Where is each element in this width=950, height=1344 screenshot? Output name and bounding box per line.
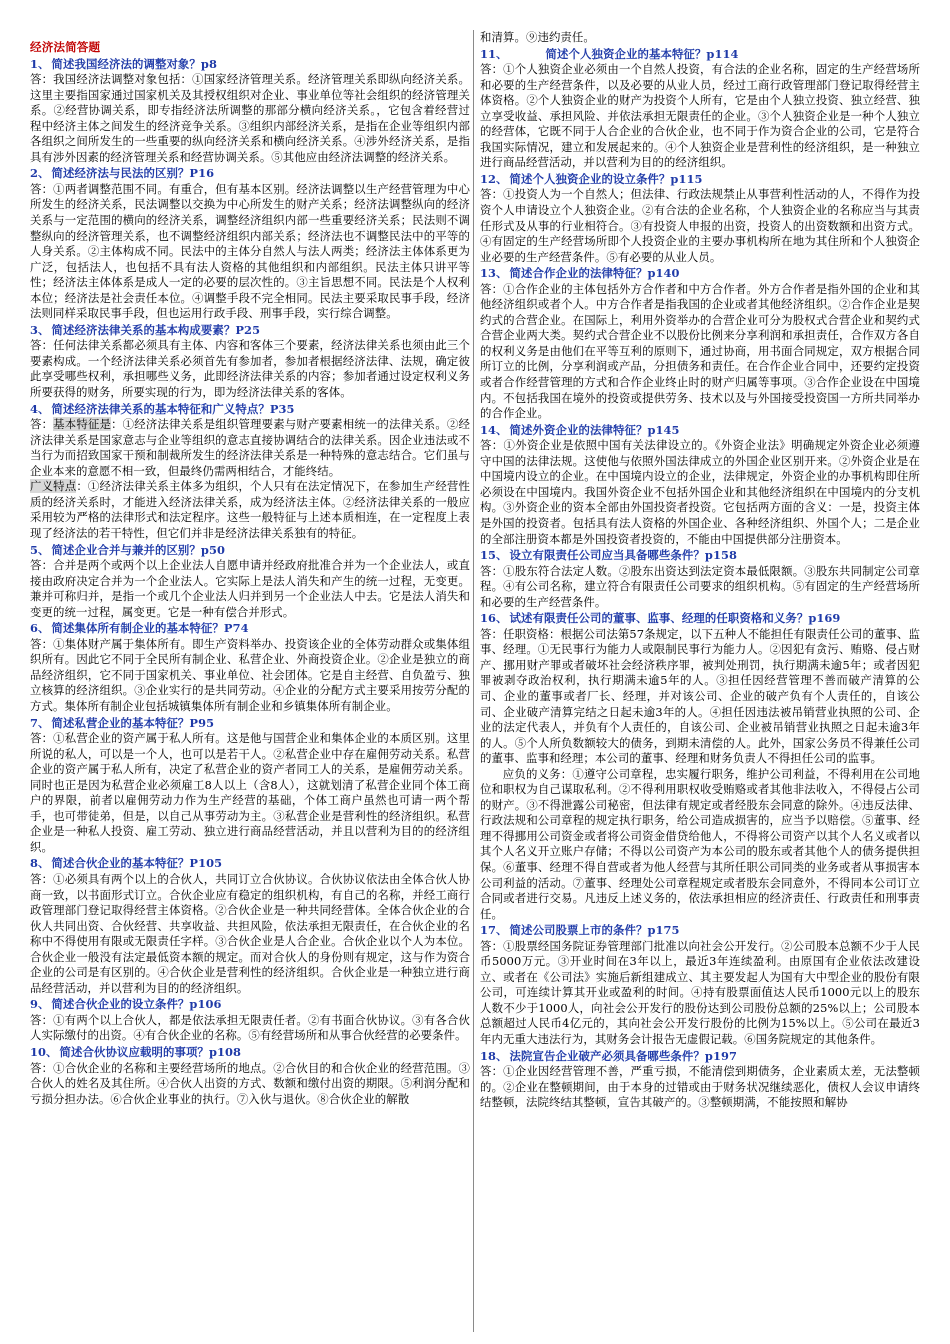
page-ref: p158 — [704, 548, 738, 563]
question-heading-3 — [30, 323, 470, 339]
answer-1: 答：我国经济法调整对象包括：①国家经济管理关系。经济管理关系即纵向经济关系。这里主要指国家通过国家机关及其授权组织对企业、事业单位等社会组织的经济管理关系。②经营协调关系，即专指经济法所调整的那部分横向经济关系。，它包含着经营过程中经济主体之间发生的经济竞争关系。③组织内部经济关系，是指在企业等组织内部各组织之间所发生的一些重要的纵向经济关系和横向经济关系。④涉外经济关系，是指具有涉外因素的经济管理关系和经营协调关系。⑤其他应由经济法调整的经济关系。 — [30, 72, 470, 164]
page-ref: P16 — [189, 166, 215, 181]
question-heading-17 — [480, 923, 920, 939]
question-heading-8 — [30, 856, 470, 872]
question-number: 18、 — [480, 1048, 508, 1063]
question-title: 简述公司股票上市的条件？ — [509, 923, 648, 938]
question-heading-1 — [30, 57, 470, 73]
question-number: 7、 — [30, 715, 50, 730]
answer-13: 答：①合作企业的主体包括外方合作者和中方合作者。外方合作者是指外国的企业和其他经济组织或者个人。中方合作者是指我国的企业或者其他经济组织。②合作企业是契约式的合营企业。在国际上，利用外资举办的合营企业可分为股权式合营企业和契约式合营企业两大类。契约式合营企业不以股份比例来分享利润和承担责任，合作双方各自的权利义务是由他们在平等互利的原则下，通过协商，用书面合同规定，双方根据合同所订立的比例，分享利润或产品，分担债务和责任。在合作企业合同中，还要约定投资或者合作经营管理的方式和合作企业终止时的财产归属等事项。③合作企业设在中国境内。不包括我国在境外的投资或提供劳务、技术以及与外国接受投资国一方所共同举办的合作企业。 — [480, 281, 920, 421]
question-number: 2、 — [30, 166, 50, 181]
question-title: 试述有限责任公司的董事、监事、经理的任职资格和义务？ — [509, 611, 809, 626]
question-heading-16 — [480, 611, 920, 627]
question-heading-11 — [480, 47, 920, 63]
answer-16-duties: 应负的义务：①遵守公司章程，忠实履行职务，维护公司利益，不得利用在公司地位和职权为自己谋取私利。②不得利用职权收受贿赂或者其他非法收入，不得侵占公司的财产。③不得泄露公司秘密，但法律有规定或者经股东会同意的除外。④违反法律、行政法规和公司章程的规定执行职务，给公司造成损害的，应当予以赔偿。⑤董事、经理不得挪用公司资金或者将公司资金借贷给他人，不得将公司资产以其个人名义或者以其个人名义开立账户存储；不得以公司资产为本公司的股东或者其他个人的债务提供担保。⑥董事、经理不得自营或者为他人经营与其所任职公司同类的业务或者从事损害本公司利益的活动。⑦董事、经理处公司章程规定或者股东会同意外，不得同本公司订立合同或者进行交易。凡违反上述义务的，依法承担相应的经济责任、行政责任和刑事责任。 — [480, 766, 920, 921]
answer-5: 答：合并是两个或两个以上企业法人自愿申请并经政府批准合并为一个企业法人，或直接由政府决定合并为一个企业法人。它实际上是法人消失和产生的统一过程，无变更。兼并可称归并，是指一个或几个企业法人归并到另一个企业法人中去。它是法人消失和变更的统一过程，属变更。它是一种有偿合并形式。 — [30, 558, 470, 619]
page-ref: P95 — [189, 715, 215, 730]
highlighted-label-basic: 基本特征是 — [53, 417, 112, 432]
question-heading-10 — [30, 1045, 470, 1061]
page-ref: p114 — [706, 46, 739, 61]
question-title: 简述私营企业的基本特征？ — [51, 715, 190, 730]
question-title: 简述经济法与民法的区别？ — [51, 166, 190, 181]
page-ref: p106 — [189, 997, 222, 1012]
question-title: 简述经济法律关系的基本特征和广义特点？ — [51, 401, 270, 416]
answer-4-extra-text: ：①经济法律关系主体多为组织，个人只有在法定情况下，在参加生产经营性质的经济关系时，才能进入经济法律关系，成为经济法主体。②经济法律关系的一般应采用较为严格的法律形式和法定程序。这些一般特征与上述本质相连，在一定程度上表现了经济法的若干特性，但它们并非是经济法律关系独有的特征。 — [30, 479, 470, 540]
page-ref: p197 — [704, 1048, 738, 1063]
question-heading-12 — [480, 172, 920, 188]
page-ref: p169 — [808, 611, 841, 626]
question-number: 14、 — [480, 422, 508, 437]
question-title: 简述个人独资企业的基本特征？ — [545, 46, 707, 61]
question-number: 4、 — [30, 401, 50, 416]
document-page — [30, 30, 920, 1332]
question-title: 简述合伙协议应载明的事项？ — [59, 1045, 209, 1059]
page-ref: p115 — [670, 171, 703, 186]
question-title: 简述我国经济法的调整对象？ — [51, 56, 201, 71]
answer-12: 答：①投资人为一个自然人；但法律、行政法规禁止从事营利性活动的人，不得作为投资个人申请设立个人独资企业。②有合法的企业名称，个人独资企业的名称应当与其责任形式及从事的行业相符合。③有投资人申报的出资，投资人的出资数额和出资方式。④有固定的生产经营场所即个人投资企业的主要办事机构所在地为其住所和个人独资企业必要的生产经营条件。⑤有必要的从业人员。 — [480, 187, 920, 264]
question-title: 设立有限责任公司应当具备哪些条件？ — [509, 548, 705, 563]
question-title: 简述合作企业的法律特征？ — [509, 266, 648, 281]
page-ref: p175 — [647, 923, 680, 938]
question-number: 6、 — [30, 621, 50, 636]
page-ref: P25 — [235, 322, 261, 337]
question-heading-7 — [30, 716, 470, 732]
answer-3: 答：任何法律关系都必须具有主体、内容和客体三个要素，经济法律关系也须由此三个要素构成。一个经济法律关系必须首先有参加者，参加者根据经济法律、法规，确定彼此享受哪些权利，承担哪些义务，此即经济法律关系的内容；参加者通过设定权利义务所要获得的财务，所要实现的行为，即为经济法律关系的客体。 — [30, 338, 470, 400]
question-title: 简述个人独资企业的设立条件？ — [509, 171, 671, 186]
question-heading-18 — [480, 1049, 920, 1065]
document-title: 经济法简答题 — [30, 40, 101, 54]
question-number: 8、 — [30, 856, 50, 871]
question-heading-14 — [480, 423, 920, 439]
left-column — [30, 30, 470, 1107]
answer-9: 答：①有两个以上合伙人，都是依法承担无限责任者。②有书面合伙协议。③有各合伙人实际缴付的出资。④有合伙企业的名称。⑤有经营场所和从事合伙经营的必要条件。 — [30, 1012, 470, 1043]
question-title: 简述集体所有制企业的基本特征？ — [51, 621, 224, 636]
question-title: 简述合伙企业的设立条件？ — [51, 997, 190, 1012]
page-ref: p8 — [200, 56, 218, 71]
question-number: 1、 — [30, 56, 50, 71]
answer-4-extra — [30, 479, 470, 541]
question-heading-13 — [480, 266, 920, 282]
answer-2: 答：①两者调整范围不同。有重合，但有基本区别。经济法调整以生产经营管理为中心所发生的经济关系，民法调整以交换为中心所发生的财产关系；经济法调整纵向的经济关系与一定范围的横向的经济关系，调整经济组织内部一些重要经济关系；民法则不调整纵向的经济管理关系，也不调整经济组织内部关系；经济法也不调整民法中的平等的人身关系。②主体构成不同。民法中的主体分自然人与法人两类；经济法主体体系更为广泛，包括法人，也包括不具有法人资格的其他组织和内部组织。民法主体只讲平等性；经济法主体体系是成人一定的必要的层次性的。③主旨思想不同。民法是个人权利本位；经济法是社会责任本位。④调整手段不完全相同。民法主要采取民事手段，经济法则同样采取民事手段，但也运用行政手段、刑事手段，实行综合调整。 — [30, 181, 470, 321]
question-title: 简述外资企业的法律特征？ — [509, 422, 648, 437]
question-heading-15 — [480, 548, 920, 564]
page-ref: p145 — [647, 422, 680, 437]
question-heading-9 — [30, 997, 470, 1013]
question-heading-6 — [30, 621, 470, 637]
answer-6: 答：①集体财产属于集体所有。即生产资料举办、投资该企业的全体劳动群众或集体组织所有。因此它不同于全民所有制企业、私营企业、外商投资企业。②企业是独立的商品经济组织，它不同于国家机关、事业单位、社会团体。它是自主经营、自负盈亏、独立核算的经济组织。③企业实行的是共同劳动。④企业的分配方式主要采用按劳分配的方式。集体所有制企业包括城镇集体所有制企业和乡镇集体所有制企业。 — [30, 636, 470, 713]
page-ref: P105 — [189, 856, 223, 871]
answer-4 — [30, 417, 470, 479]
question-number: 12、 — [480, 171, 508, 186]
answer-4-basic-text: ：①经济法律关系是组织管理要素与财产要素相统一的法律关系。②经济法律关系是国家意志与企业等组织的意志直接协调结合的法律关系。因企业违法或不当行为而招致国家干预和制裁所发生的经济法律关系是一种特殊的意志结合。它们虽与企业本来的意愿不相一致，但最终仍需两相结合，才能终结。 — [30, 417, 470, 478]
answer-16-qualifications: 答：任职资格：根据公司法第57条规定，以下五种人不能担任有限责任公司的董事、监事、经理。①无民事行为能力人或限制民事行为能力人。②因犯有贪污、贿赂、侵占财产、挪用财产罪或者破坏社会经济秩序罪，被判处刑罚，执行期满未逾5年；或者因犯罪被剥夺政治权利，执行期满未逾5年的人。③担任因经营管理不善而破产清算的公司、企业的董事或者厂长、经理，并对该公司、企业的破产负有个人责任的，自该公司、企业破产清算完结之日起未逾3年的人。④担任因违法被吊销营业执照的公司、企业的法定代表人，并负有个人责任的，自该公司、企业被吊销营业执照之日起未逾3年的人。⑤个人所负数额较大的债务，到期未清偿的人。此外，国家公务员不得兼任公司的董事、监事和经理；本公司的董事、经理和财务负责人不得担任公司的监事。 — [480, 626, 920, 766]
question-heading-2 — [30, 166, 470, 182]
page-ref: P35 — [269, 401, 295, 416]
answer-10: 答：①合伙企业的名称和主要经营场所的地点。②合伙目的和合伙企业的经营范围。③合伙人的姓名及其住所。④合伙人出资的方式、数额和缴付出资的期限。⑤利润分配和亏损分担办法。⑥合伙企业事业的执行。⑦入伙与退伙。⑧合伙企业的解散 — [30, 1060, 470, 1106]
page-ref: p140 — [647, 266, 680, 281]
question-number: 11、 — [480, 46, 508, 61]
highlighted-label-broad: 广义特点 — [30, 479, 77, 494]
question-number: 10、 — [30, 1045, 58, 1059]
page-ref: p108 — [208, 1045, 242, 1059]
answer-11: 答：①个人独资企业必须由一个自然人投资，有合法的企业名称，固定的生产经营场所和必要的生产经营条件，以及必要的从业人员，经过工商行政管理部门登记取得经营主体资格。②个人独资企业的财产为投资个人所有，它是由个人独立投资、独立经营、独立享受收益、承担风险、并依法承担无限责任的企业。③个人独资企业是一种个人独立的经营体，它既不同于人合企业的合伙企业，也不同于作为资合企业的公司，它是符合我国实际情况，建立和发展起来的。④个人独资企业是营利性的经济组织，是一种独立进行商品经营活动，并以营利为目的的经济组织。 — [480, 62, 920, 170]
question-title: 简述经济法律关系的基本构成要素？ — [51, 322, 236, 337]
answer-18: 答：①企业因经营管理不善，严重亏损，不能清偿到期债务，企业素质太差，无法整顿的。②企业在整顿期间，由于本身的过错或由于财务状况继续恶化，债权人会议申请终结整顿，法院终结其整顿，宣告其破产的。③整顿期满，不能按照和解协 — [480, 1064, 920, 1110]
page-ref: P74 — [223, 621, 249, 636]
answer-14: 答：①外资企业是依照中国有关法律设立的。《外资企业法》明确规定外资企业必须遵守中国的法律法规。这使他与依照外国法律成立的外国企业区别开来。②外资企业是在中国境内设立的企业。在中国境内设立的企业，法律规定，外资企业的办事机构即住所必须设在中国境内。我国外资企业不包括外国企业和其他经济组织在中国境内的分支机构。③外资企业的资本全部由外国投资者投资。它包括两方面的含义：一是，投资主体是外国的投资者。包括具有法人资格的外国企业、各种经济组织、外国个人；二是企业的全部注册资本都是外国投资者投资的，不能由中国提供部分注册资本。 — [480, 438, 920, 546]
question-number: 3、 — [30, 322, 50, 337]
question-number: 15、 — [480, 548, 508, 563]
right-column — [480, 30, 920, 1111]
question-number: 17、 — [480, 923, 508, 938]
answer-7: 答：①私营企业的资产属于私人所有。这是他与国营企业和集体企业的本质区别。这里所说的私人，可以是一个人，也可以是若干人。②私营企业中存在雇佣劳动关系。私营企业的资产属于私人所有，决定了私营企业的资产者同工人的关系，是雇佣劳动关系。同时也正是因为私营企业必须雇工8人以上（含8人），这就划清了私营企业同个体工商户的界限，前者以雇佣劳动力作为生产经营的基础，个体工商户虽然也可请一两个帮手，也可带徒弟，但是，以自己从事劳动为主。③私营企业是营利性的经济组织。私营企业是一种私人投资、雇工劳动、独立进行商品经营活动，并且以营利为目的的经济组织。 — [30, 731, 470, 854]
column-divider — [473, 30, 474, 1332]
question-number: 13、 — [480, 266, 508, 281]
page-ref: p50 — [200, 542, 226, 557]
answer-15: 答：①股东符合法定人数。②股东出资达到法定资本最低限额。③股东共同制定公司章程。④有公司名称，建立符合有限责任公司要求的组织机构。⑤有固定的生产经营场所和必要的生产经营条件。 — [480, 563, 920, 609]
answer-8: 答：①必须具有两个以上的合伙人，共同订立合伙协议。合伙协议依法由全体合伙人协商一致，以书面形式订立。合伙企业应有稳定的组织机构，有自己的名称，并经工商行政管理部门登记取得经营主体资格。②合伙企业是一种共同经营体。全体合伙企业的合伙人共同出资、合伙经营、共享收益、共担风险，依法承担无限责任，在合伙企业的名称中不得使用有限或无限责任字样。③合伙企业是人合企业。合伙企业以个人为本位。合伙企业一般没有法定最低资本额的规定。而对合伙人的身份则有规定，这与作为资合企业的公司是有区别的。④合伙企业是营利性的经济组织。合伙企业是一种独立进行商品经营活动，并以营利为目的的经济组织。 — [30, 871, 470, 995]
answer-prefix: 答： — [30, 417, 54, 432]
question-heading-5 — [30, 543, 470, 559]
question-number: 5、 — [30, 542, 50, 557]
question-number: 9、 — [30, 997, 50, 1012]
question-heading-4 — [30, 402, 470, 418]
answer-17: 答：①股票经国务院证券管理部门批准以向社会公开发行。②公司股本总额不少于人民币5000万元。③开业时间在3年以上，最近3年连续盈利。由原国有企业依法改建设立、或者在《公司法》实施后新组建成立、其主要发起人为国有大中型企业的股份有限公司，可连续计算其开业或盈利的时间。④持有股票面值达人民币1000元以上的股东人数不少于1000人，向社会公开发行的股份达到公司股份总额的25%以上；公司股本总额超过人民币4亿元的，其向社会公开发行股份的比例为15%以上。⑤公司在最近3年内无重大违法行为，其财务会计报告无虚假记载。⑥国务院规定的其他条件。 — [480, 938, 920, 1046]
question-title: 简述企业合并与兼并的区别？ — [51, 542, 201, 557]
question-title: 简述合伙企业的基本特征？ — [51, 856, 190, 871]
answer-10-continued: 和清算。⑨违约责任。 — [480, 30, 595, 44]
question-title: 法院宣告企业破产必须具备哪些条件？ — [509, 1048, 705, 1063]
question-number: 16、 — [480, 611, 508, 626]
